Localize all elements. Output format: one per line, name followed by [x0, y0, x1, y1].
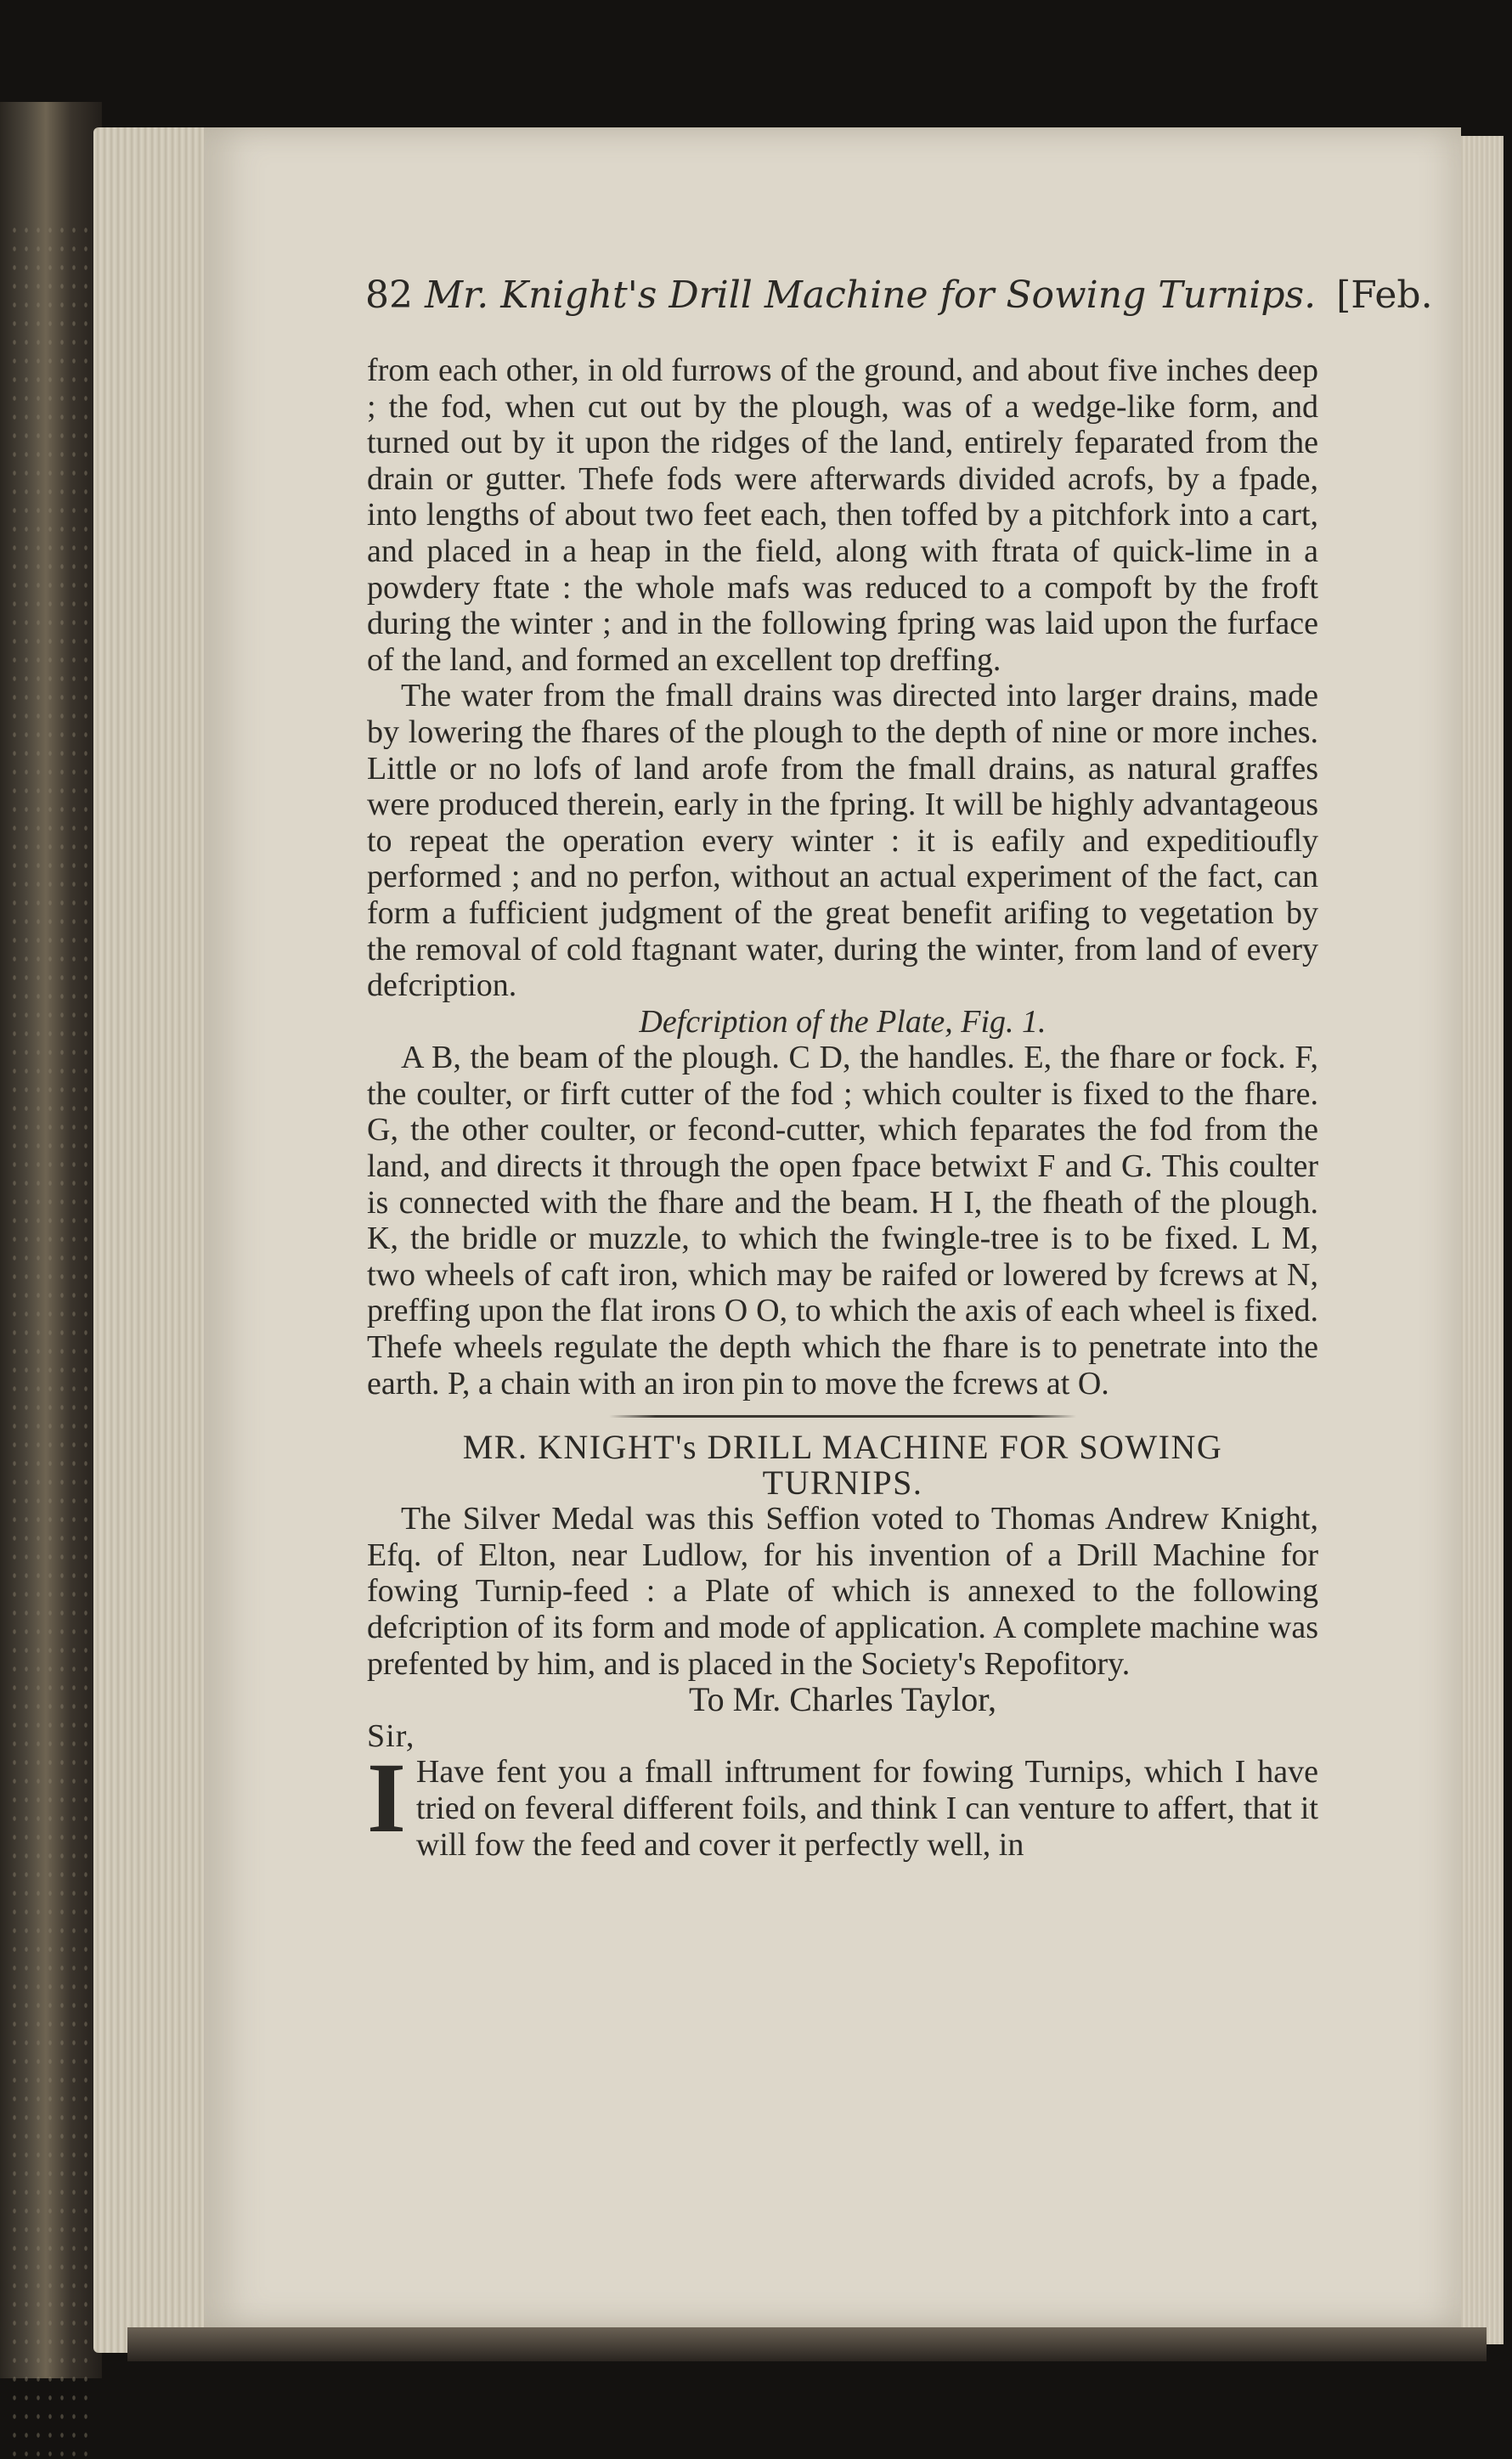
section-title-line2: TURNIPS. — [762, 1464, 923, 1503]
page-number: 82 — [365, 274, 413, 317]
spine-texture — [8, 221, 93, 2459]
book-spine — [0, 102, 102, 2378]
page-text — [367, 352, 1318, 1863]
drop-cap: I — [367, 1742, 406, 1854]
running-month: [Feb. — [1336, 274, 1433, 317]
paragraph-plate-parts: A B, the beam of the plough. C D, the handles. E, the fhare or fock. F, the coulter, or firft cutter of the fod ; which coulter is fixed to the fhare. G, the other coulter, or fecond-cutter, which feparates the fod from the land, and directs it through the open fpace betwixt F and G. This coulter is connected with the fhare and the beam. H I, the fheath of the plough. K, the bridle or muzzle, to which the fwingle-tree is to be fixed. L M, two wheels of caft iron, which may be raifed or lowered by fcrews at N, preffing upon the flat irons O O, to which the axis of each wheel is fixed. Thefe wheels regulate the depth which the fhare is to penetrate into the earth. P, a chain with an iron pin to move the fcrews at O. — [367, 1040, 1318, 1402]
letter-salutation: Sir, — [367, 1717, 415, 1754]
paragraph-silver-medal: The Silver Medal was this Seffion voted to Thomas Andrew Knight, Efq. of Elton, near Ludlow, for his invention of a Drill Machine for fowing Turnip-feed : a Plate of which is annexed to the following defcription of its form and mode of application. A complete machine was prefented by him, and is placed in the Society's Repofitory. — [367, 1501, 1318, 1682]
section-divider — [609, 1415, 1076, 1418]
plate-description-heading: Defcription of the Plate, Fig. 1. — [639, 1003, 1047, 1040]
letter-opening — [367, 1742, 1318, 1863]
paragraph-drains-continued: from each other, in old furrows of the ground, and about five inches deep ; the fod, when cut out by the plough, was of a wedge-like form, and turned out by it upon the ridges of the land, entirely feparated from the drain or gutter. Thefe fods were afterwards divided acrofs, by a fpade, into lengths of about two feet each, then toffed by a pitchfork into a cart, and placed in a heap in the field, along with ftrata of quick-lime in a powdery ftate : the whole mafs was reduced to a compoft by the froft during the winter ; and in the following fpring was laid upon the furface of the land, and formed an excellent top dreffing. — [367, 352, 1318, 678]
section-title-line1: MR. KNIGHT's DRILL MACHINE FOR SOWING — [462, 1428, 1223, 1467]
paragraph-water-drains: The water from the fmall drains was directed into larger drains, made by lowering the fhares of the plough to the depth of nine or more inches. Little or no lofs of land arofe from the fmall drains, as natural graffes were produced therein, early in the fpring. It will be highly advantageous to repeat the operation every winter : it is eafily and expeditioufly performed ; and no perfon, without an actual experiment of the fact, can form a fufficient judgment of the great benefit arifing to vegetation by the removal of cold ftagnant water, during the winter, from land of every defcription. — [367, 678, 1318, 1004]
page-bottom-shadow — [127, 2327, 1487, 2361]
letter-addressee: To Mr. Charles Taylor, — [688, 1680, 996, 1719]
page-edges-left — [93, 127, 212, 2353]
letter-opening-text: Have fent you a fmall inftrument for fowing Turnips, which I have tried on feveral different foils, and think I can venture to affert, that it will fow the feed and cover it perfectly well, in — [415, 1754, 1318, 1863]
running-title: Mr. Knight's Drill Machine for Sowing Turnips. — [425, 274, 1317, 317]
running-head — [365, 274, 1433, 317]
